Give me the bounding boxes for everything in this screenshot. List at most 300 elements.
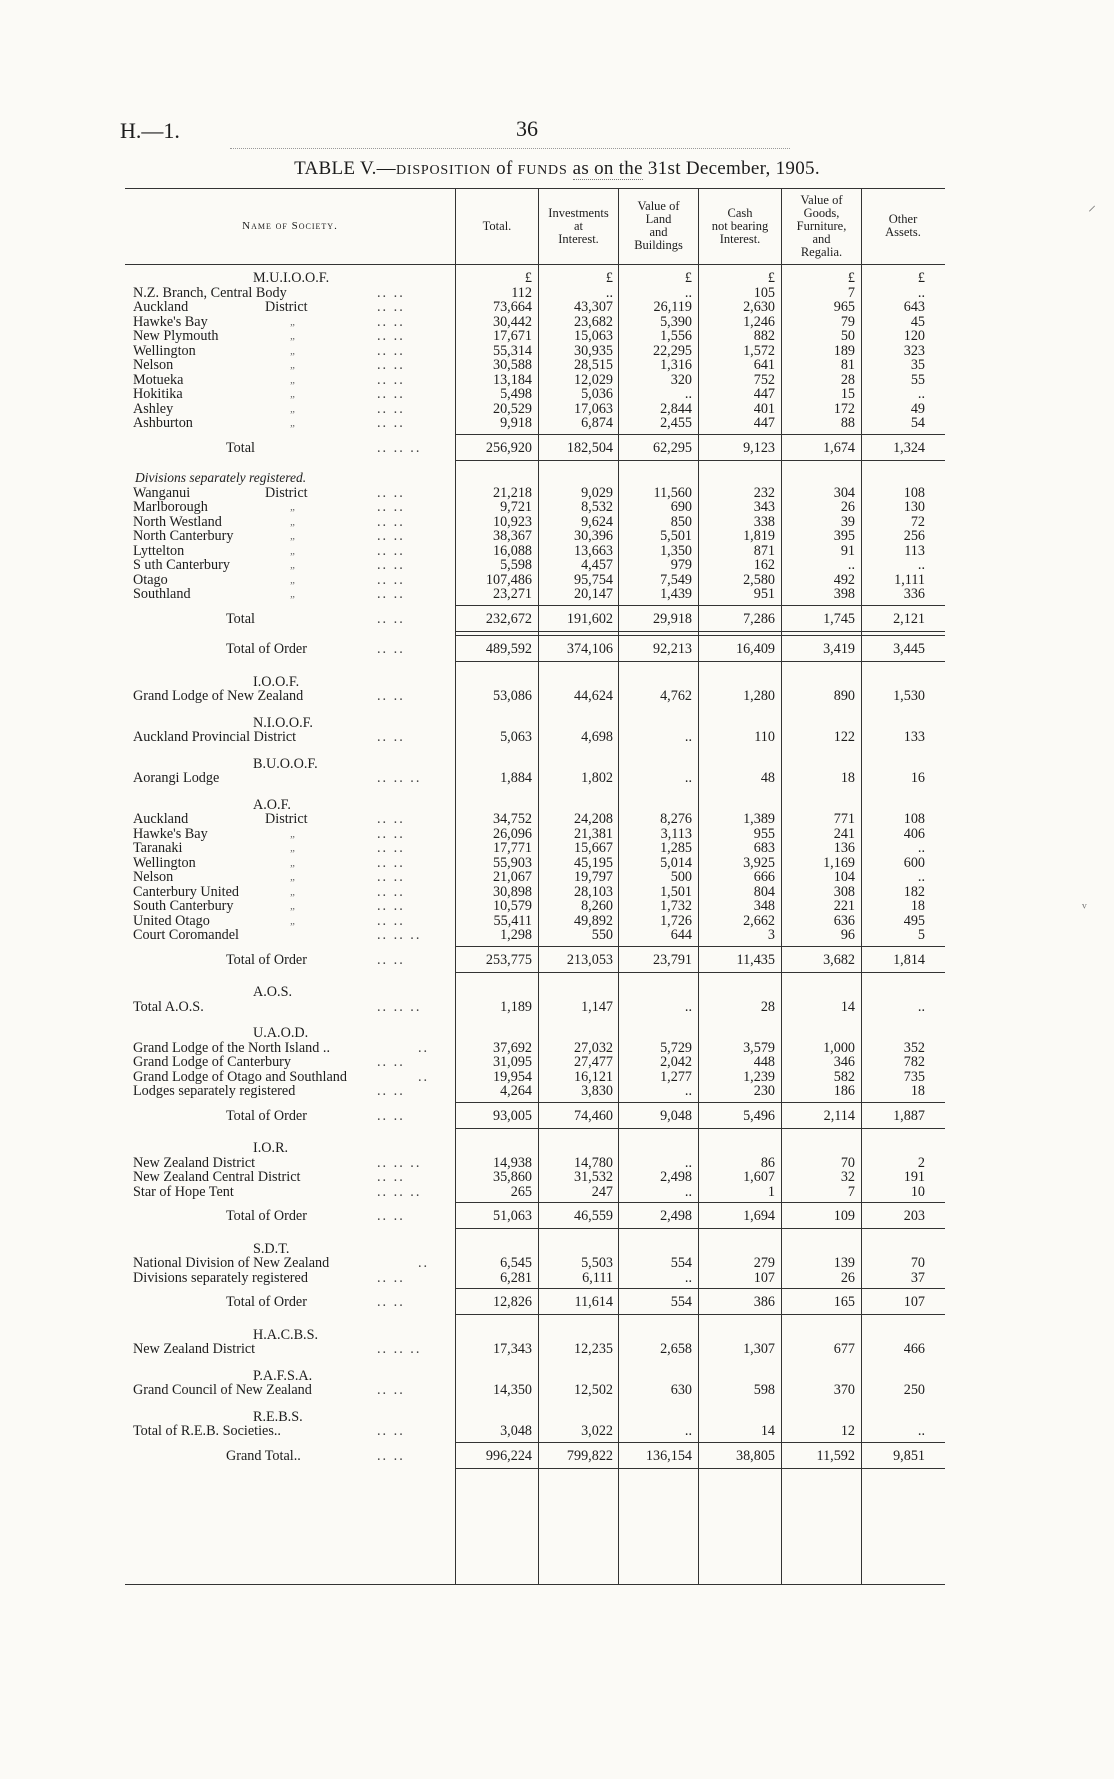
cell-value: .. xyxy=(847,557,855,573)
cell-value: 2,580 xyxy=(743,571,775,588)
cell-value: 30,396 xyxy=(573,528,613,544)
cell-value: 10,923 xyxy=(492,513,532,530)
cell-value: 1,169 xyxy=(823,854,855,871)
cell-value: 2,121 xyxy=(893,610,925,627)
leader-dots: .. .. xyxy=(377,729,405,745)
table-row xyxy=(0,688,1114,704)
title-space xyxy=(568,158,573,179)
total-row xyxy=(0,641,1114,657)
cell-value: 882 xyxy=(753,328,775,344)
row-label: Marlborough xyxy=(133,499,208,515)
title-date: 31st December, 1905. xyxy=(642,158,820,179)
cell-value: 172 xyxy=(833,400,855,417)
cell-value: 11,435 xyxy=(736,951,775,968)
cell-value: 18 xyxy=(910,898,925,914)
table-row xyxy=(0,1423,1114,1439)
cell-value: 6,111 xyxy=(582,1269,613,1286)
leader-dots: .. .. xyxy=(377,1269,405,1286)
cell-value: .. xyxy=(684,1269,692,1286)
currency-symbol: £ xyxy=(684,270,692,286)
cell-value: 2,662 xyxy=(743,912,775,929)
cell-value: 489,592 xyxy=(485,641,532,657)
cell-value: 165 xyxy=(833,1294,855,1310)
society-name: A.O.S. xyxy=(253,984,293,1000)
cell-value: 26 xyxy=(840,499,855,515)
cell-value: 1,887 xyxy=(893,1107,925,1124)
leader-dots: .. .. xyxy=(377,883,405,900)
cell-value: 495 xyxy=(903,912,925,929)
leader-dots: .. .. xyxy=(377,542,405,559)
cell-value: 1,439 xyxy=(660,586,692,602)
subsection-label: Divisions separately registered. xyxy=(135,470,307,485)
cell-value: 19,797 xyxy=(573,869,613,885)
row-label: Grand Council of New Zealand xyxy=(133,1382,312,1398)
cell-value: 104 xyxy=(833,869,855,885)
leader-dots: .. .. xyxy=(377,499,405,515)
cell-value: 6,874 xyxy=(581,415,613,431)
cell-value: 79 xyxy=(840,313,855,330)
cell-value: 1,572 xyxy=(743,342,775,359)
cell-value: 9,851 xyxy=(893,1447,925,1464)
row-label: Nelson xyxy=(133,869,174,885)
cell-value: 108 xyxy=(903,484,925,501)
cell-value: 6,545 xyxy=(500,1255,532,1271)
cell-value: 92,213 xyxy=(652,641,692,657)
leader-dots: .. .. xyxy=(377,641,405,657)
cell-value: 12 xyxy=(840,1423,855,1439)
leader-dots: .. .. .. xyxy=(377,1341,422,1357)
cell-value: 600 xyxy=(903,854,925,871)
cell-value: 338 xyxy=(753,513,775,530)
leader-dots: .. xyxy=(418,1068,430,1085)
cell-value: 1,745 xyxy=(823,610,855,627)
leader-dots: .. .. xyxy=(377,571,405,588)
cell-value: 6,281 xyxy=(500,1269,532,1286)
leader-dots: .. .. xyxy=(377,1423,405,1439)
cell-value: 136,154 xyxy=(645,1447,692,1464)
col-header-name-text: Name of Society. xyxy=(242,220,338,232)
cell-value: 28 xyxy=(840,371,855,388)
society-name: M.U.I.O.O.F. xyxy=(253,270,330,286)
leader-dots: .. .. xyxy=(377,840,405,856)
cell-value: 21,067 xyxy=(492,869,532,885)
cell-value: 643 xyxy=(903,299,925,315)
table-row xyxy=(0,729,1114,745)
cell-value: 346 xyxy=(833,1054,855,1070)
cell-value: 5,498 xyxy=(500,386,532,402)
cell-value: 221 xyxy=(833,898,855,914)
cell-value: 26,119 xyxy=(653,299,692,315)
cell-value: 1,501 xyxy=(660,883,692,900)
cell-value: 96 xyxy=(840,927,855,943)
cell-value: 27,477 xyxy=(573,1054,613,1070)
cell-value: 20,529 xyxy=(492,400,532,417)
cell-value: 5,503 xyxy=(581,1255,613,1271)
total-rule xyxy=(455,460,945,461)
cell-value: 348 xyxy=(753,898,775,914)
leader-dots: .. .. xyxy=(377,825,405,842)
cell-value: 7,286 xyxy=(743,610,775,627)
leader-dots: .. .. xyxy=(377,342,405,359)
leader-dots: .. .. .. xyxy=(377,439,422,456)
society-name: P.A.F.S.A. xyxy=(253,1367,313,1384)
cell-value: 448 xyxy=(753,1054,775,1070)
cell-value: 37,692 xyxy=(492,1039,532,1056)
cell-value: 1,277 xyxy=(660,1068,692,1085)
ditto-mark: „ xyxy=(290,856,297,869)
leader-dots: .. .. .. xyxy=(377,998,422,1015)
ditto-mark: „ xyxy=(290,344,297,357)
cell-value: 447 xyxy=(753,386,775,402)
leader-dots: .. .. xyxy=(377,284,405,301)
row-label: South Canterbury xyxy=(133,898,234,914)
header-bottom-rule xyxy=(125,264,945,265)
cell-value: 965 xyxy=(833,299,855,315)
ditto-mark: „ xyxy=(290,373,297,386)
cell-value: 43,307 xyxy=(573,299,613,315)
total-row xyxy=(0,440,1114,456)
society-name: R.E.B.S. xyxy=(253,1408,303,1425)
leader-dots: .. .. xyxy=(377,610,405,627)
cell-value: .. xyxy=(684,998,692,1015)
cell-value: 11,592 xyxy=(816,1447,855,1464)
cell-value: 11,560 xyxy=(653,484,692,501)
cell-value: 62,295 xyxy=(652,439,692,456)
cell-value: 256,920 xyxy=(485,439,532,456)
row-label: Grand Lodge of New Zealand xyxy=(133,688,304,704)
cell-value: 10,579 xyxy=(492,898,532,914)
col-header-cash: Cash not bearing Interest. xyxy=(711,205,769,246)
cell-value: 1,530 xyxy=(893,688,925,704)
table-top-rule xyxy=(125,188,945,189)
cell-value: 1,239 xyxy=(743,1068,775,1085)
cell-value: 136 xyxy=(833,840,855,856)
cell-value: 804 xyxy=(753,883,775,900)
cell-value: 35 xyxy=(910,357,925,373)
cell-value: 5,063 xyxy=(500,729,532,745)
ditto-mark: „ xyxy=(290,515,297,528)
cell-value: 130 xyxy=(903,499,925,515)
leader-dots: .. .. .. xyxy=(377,1154,422,1171)
leader-dots: .. .. xyxy=(377,898,405,914)
cell-value: 30,935 xyxy=(573,342,613,359)
margin-mark: ⸍ xyxy=(1088,204,1097,221)
cell-value: 26,096 xyxy=(492,825,532,842)
cell-value: 28,103 xyxy=(573,883,613,900)
total-rule xyxy=(455,1288,945,1289)
leader-dots: .. .. xyxy=(377,415,405,431)
row-label: Total of R.E.B. Societies.. xyxy=(133,1423,281,1439)
cell-value: 24,208 xyxy=(573,811,613,827)
cell-value: 550 xyxy=(591,927,613,943)
row-label: New Zealand District xyxy=(133,1154,256,1171)
cell-value: 1,350 xyxy=(660,542,692,559)
leader-dots: .. .. xyxy=(377,557,405,573)
row-label: Southland xyxy=(133,586,191,602)
cell-value: 401 xyxy=(753,400,775,417)
cell-value: 1 xyxy=(767,1183,775,1200)
cell-value: 23,682 xyxy=(573,313,613,330)
district-label: District xyxy=(265,299,308,315)
row-label: Hawke's Bay xyxy=(133,313,208,330)
ditto-mark: „ xyxy=(290,842,297,854)
row-label: Taranaki xyxy=(133,840,183,856)
cell-value: 955 xyxy=(753,825,775,842)
cell-value: 15 xyxy=(840,386,855,402)
district-label: District xyxy=(265,811,308,827)
cell-value: 122 xyxy=(833,729,855,745)
header-dotted-rule xyxy=(230,148,790,149)
cell-value: 2,844 xyxy=(660,400,692,417)
cell-value: 54 xyxy=(910,415,925,431)
col-header-total: Total. xyxy=(482,218,512,233)
cell-value: 3,113 xyxy=(660,825,692,842)
cell-value: 44,624 xyxy=(573,688,613,704)
cell-value: 45,195 xyxy=(573,854,613,871)
cell-value: 23,271 xyxy=(492,586,532,602)
cell-value: 1,285 xyxy=(660,840,692,856)
leader-dots: .. .. .. xyxy=(377,1183,422,1200)
leader-dots: .. .. xyxy=(377,912,405,929)
leader-dots: .. .. xyxy=(377,357,405,373)
cell-value: 230 xyxy=(753,1083,775,1099)
total-rule xyxy=(455,635,945,636)
ditto-mark: „ xyxy=(290,871,297,883)
row-label: Otago xyxy=(133,571,168,588)
cell-value: 690 xyxy=(670,499,692,515)
total-rule xyxy=(455,1202,945,1203)
cell-value: 48 xyxy=(760,770,775,786)
cell-value: 30,442 xyxy=(492,313,532,330)
cell-value: 7 xyxy=(847,1183,855,1200)
cell-value: 3,682 xyxy=(823,951,855,968)
cell-value: 16,121 xyxy=(573,1068,613,1085)
cell-value: 5,036 xyxy=(581,386,613,402)
cell-value: 12,826 xyxy=(492,1294,532,1310)
cell-value: 9,029 xyxy=(581,484,613,501)
cell-value: 21,381 xyxy=(573,825,613,842)
cell-value: 12,029 xyxy=(573,371,613,388)
row-label: Grand Lodge of Otago and Southland xyxy=(133,1068,347,1085)
cell-value: 213,053 xyxy=(566,951,613,968)
cell-value: 871 xyxy=(753,542,775,559)
cell-value: 636 xyxy=(833,912,855,929)
cell-value: 500 xyxy=(670,869,692,885)
cell-value: 39 xyxy=(840,513,855,530)
total-rule xyxy=(455,1442,945,1443)
leader-dots: .. .. xyxy=(377,528,405,544)
cell-value: 1,802 xyxy=(581,770,613,786)
cell-value: 374,106 xyxy=(566,641,613,657)
cell-value: 12,235 xyxy=(573,1341,613,1357)
total-row xyxy=(0,952,1114,968)
row-label: Ashburton xyxy=(133,415,193,431)
margin-mark: ᵛ xyxy=(1082,900,1087,917)
ditto-mark: „ xyxy=(290,530,297,542)
cell-value: 395 xyxy=(833,528,855,544)
cell-value: 232 xyxy=(753,484,775,501)
table-row xyxy=(0,1184,1114,1200)
row-label: Grand Lodge of the North Island .. xyxy=(133,1039,330,1056)
leader-dots: .. .. xyxy=(377,586,405,602)
cell-value: 55,411 xyxy=(493,912,532,929)
leader-dots: .. .. xyxy=(377,1382,405,1398)
row-label: Wanganui xyxy=(133,484,191,501)
row-label: Auckland xyxy=(133,811,189,827)
table-row xyxy=(0,1341,1114,1357)
cell-value: 850 xyxy=(670,513,692,530)
leader-dots: .. .. xyxy=(377,811,405,827)
cell-value: 3,048 xyxy=(500,1423,532,1439)
row-label: Aorangi Lodge xyxy=(133,770,220,786)
cell-value: 4,457 xyxy=(581,557,613,573)
cell-value: 265 xyxy=(510,1183,532,1200)
cell-value: 20,147 xyxy=(573,586,613,602)
cell-value: 1,814 xyxy=(893,951,925,968)
row-label: Wellington xyxy=(133,854,196,871)
cell-value: 1,607 xyxy=(743,1169,775,1185)
col-header-other: Other Assets. xyxy=(885,212,921,239)
cell-value: 74,460 xyxy=(573,1107,613,1124)
cell-value: 4,698 xyxy=(581,729,613,745)
cell-value: 2 xyxy=(917,1154,925,1171)
cell-value: 13,184 xyxy=(492,371,532,388)
cell-value: 4,762 xyxy=(660,688,692,704)
cell-value: 22,295 xyxy=(652,342,692,359)
ditto-mark: „ xyxy=(290,417,297,429)
cell-value: 21,218 xyxy=(492,484,532,501)
cell-value: 55,903 xyxy=(492,854,532,871)
cell-value: 189 xyxy=(833,342,855,359)
total-rule xyxy=(455,631,945,632)
cell-value: 253,775 xyxy=(485,951,532,968)
cell-value: 1,819 xyxy=(743,528,775,544)
cell-value: 107 xyxy=(753,1269,775,1286)
cell-value: 232,672 xyxy=(485,610,532,627)
cell-value: 17,063 xyxy=(573,400,613,417)
row-label: Star of Hope Tent xyxy=(133,1183,234,1200)
total-rule xyxy=(455,1128,945,1129)
row-label: New Plymouth xyxy=(133,328,219,344)
cell-value: 88 xyxy=(840,415,855,431)
cell-value: 14,780 xyxy=(573,1154,613,1171)
report-code: H.—1. xyxy=(120,118,180,143)
cell-value: 162 xyxy=(753,557,775,573)
cell-value: 203 xyxy=(903,1208,925,1224)
cell-value: 8,532 xyxy=(581,499,613,515)
leader-dots: .. .. xyxy=(377,313,405,330)
leader-dots: .. .. xyxy=(377,1054,405,1070)
cell-value: .. xyxy=(917,869,925,885)
ditto-mark: „ xyxy=(290,559,297,571)
cell-value: 38,367 xyxy=(492,528,532,544)
cell-value: .. xyxy=(684,1154,692,1171)
leader-dots: .. .. xyxy=(377,1208,405,1224)
leader-dots: .. .. xyxy=(377,951,405,968)
cell-value: 1,674 xyxy=(823,439,855,456)
cell-value: 32 xyxy=(840,1169,855,1185)
cell-value: 9,048 xyxy=(660,1107,692,1124)
cell-value: .. xyxy=(684,770,692,786)
table-title xyxy=(0,158,1114,180)
cell-value: 55,314 xyxy=(492,342,532,359)
cell-value: 7 xyxy=(847,284,855,301)
cell-value: 735 xyxy=(903,1068,925,1085)
cell-value: 644 xyxy=(670,927,692,943)
currency-symbol: £ xyxy=(605,270,613,286)
cell-value: 1,298 xyxy=(500,927,532,943)
row-label: North Canterbury xyxy=(133,528,234,544)
cell-value: 2,114 xyxy=(823,1107,855,1124)
cell-value: 55 xyxy=(910,371,925,388)
cell-value: 112 xyxy=(511,284,532,301)
cell-value: 1,280 xyxy=(743,688,775,704)
cell-value: 630 xyxy=(670,1382,692,1398)
total-row xyxy=(0,611,1114,627)
cell-value: 683 xyxy=(753,840,775,856)
cell-value: 343 xyxy=(753,499,775,515)
cell-value: 91 xyxy=(840,542,855,559)
leader-dots: .. .. xyxy=(377,1169,405,1185)
total-rule xyxy=(455,434,945,435)
table-row xyxy=(0,1382,1114,1398)
cell-value: .. xyxy=(684,1183,692,1200)
total-rule xyxy=(455,661,945,662)
total-rule xyxy=(455,1468,945,1469)
cell-value: 1,111 xyxy=(894,571,925,588)
cell-value: 752 xyxy=(753,371,775,388)
cell-value: 386 xyxy=(753,1294,775,1310)
cell-value: 45 xyxy=(910,313,925,330)
row-label: Total of Order xyxy=(226,1208,307,1224)
total-row xyxy=(0,1448,1114,1464)
leader-dots: .. .. xyxy=(377,371,405,388)
cell-value: 51,063 xyxy=(492,1208,532,1224)
cell-value: 182,504 xyxy=(566,439,613,456)
cell-value: .. xyxy=(917,284,925,301)
total-rule xyxy=(455,1228,945,1229)
total-row xyxy=(0,1294,1114,1310)
cell-value: 8,276 xyxy=(660,811,692,827)
cell-value: 9,624 xyxy=(581,513,613,530)
cell-value: .. xyxy=(917,386,925,402)
currency-symbol: £ xyxy=(524,270,532,286)
cell-value: 23,791 xyxy=(652,951,692,968)
leader-dots: .. .. xyxy=(377,513,405,530)
leader-dots: .. .. .. xyxy=(377,770,422,786)
cell-value: 582 xyxy=(833,1068,855,1085)
cell-value: 3,445 xyxy=(893,641,925,657)
col-header-name xyxy=(125,192,455,260)
cell-value: 9,918 xyxy=(500,415,532,431)
cell-value: 1,726 xyxy=(660,912,692,929)
row-label: New Zealand District xyxy=(133,1341,256,1357)
leader-dots: .. .. xyxy=(377,688,405,704)
cell-value: 2,455 xyxy=(660,415,692,431)
table-row xyxy=(0,1270,1114,1286)
cell-value: 9,721 xyxy=(500,499,532,515)
cell-value: 14,350 xyxy=(492,1382,532,1398)
cell-value: 14,938 xyxy=(492,1154,532,1171)
table-row xyxy=(0,1083,1114,1099)
cell-value: 799,822 xyxy=(566,1447,613,1464)
row-label: Total of Order xyxy=(226,951,307,968)
cell-value: 86 xyxy=(760,1154,775,1171)
total-row xyxy=(0,1108,1114,1124)
leader-dots: .. .. xyxy=(377,386,405,402)
cell-value: 13,663 xyxy=(573,542,613,559)
ditto-mark: „ xyxy=(290,827,297,840)
